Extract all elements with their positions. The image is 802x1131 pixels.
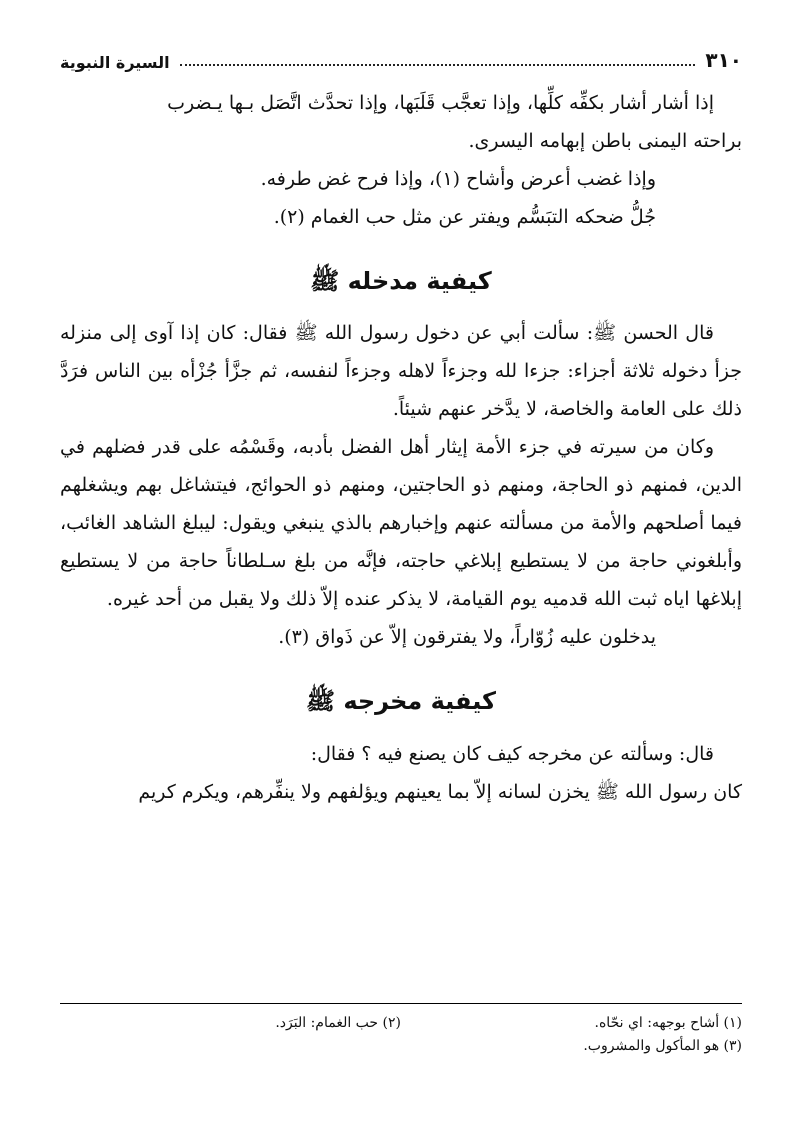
verse-line: جُلُّ ضحكه التبَسُّم ويفتر عن مثل حب الغمام (٢). <box>273 206 656 228</box>
footnote-row <box>60 1012 742 1035</box>
page-number: ٣١٠ <box>705 48 742 72</box>
section-heading: كيفية مدخله ﷺ <box>310 267 492 295</box>
paragraph: قال: وسألته عن مخرجه كيف كان يصنع فيه ؟ فقال: <box>310 742 714 765</box>
paragraph-line: إذا أشار أشار بكفِّه كلِّها، وإذا تعجَّب قَلَبَها، وإذا تحدَّث اتَّصَل بـها يـضرب <box>167 92 714 114</box>
footnote: (٢) حب الغمام: البَرَد. <box>275 1015 401 1031</box>
paragraph: وكان من سيرته في جزء الأمة إيثار أهل الفضل بأدبه، وقَسْمُه على قدر فضلهم في الدين، فمنهم ذو الحاجة، ومنهم ذو الحاجتين، ومنهم ذو الحوائج، فيتشاغل بهم ويشغلهم فيما أصلحهم والأمة من مسألته عنهم وإخبارهم بالذي ينبغي ويقول: ليبلغ الشاهد الغائب، وأبلغوني حاجة من لا يستطيع إبلاغي حاجته، فإنَّه من بلغ سـلطاناً حاجة من لا يستطيع إبلاغها اياه ثبت الله قدميه يوم القيامة، لا يذكر عنده إلاّ ذلك ولا يقبل من أحد غيره. <box>60 436 742 611</box>
footnotes <box>60 1003 742 1058</box>
paragraph: كان رسول الله ﷺ يخزن لسانه إلاّ بما يعينهم ويؤلفهم ولا ينفِّرهم، ويكرم كريم <box>138 780 742 803</box>
running-title: السيرة النبوية <box>60 53 170 72</box>
verse-line: يدخلون عليه زُوّاراً، ولا يفترقون إلاّ عن ذَواق (٣). <box>278 626 656 649</box>
footnote: (٣) هو المأكول والمشروب. <box>583 1038 742 1055</box>
page-body <box>60 84 742 811</box>
paragraph-line: براحته اليمنى باطن إبهامه اليسرى. <box>468 130 742 152</box>
section-heading: كيفية مخرجه ﷺ <box>305 687 497 716</box>
header-dotted-leader <box>180 64 696 66</box>
footnote: (١) أشاح بوجهه: اي نحّاه. <box>594 1015 742 1031</box>
verse-line: وإذا غضب أعرض وأشاح (١)، وإذا فرح غض طرفه. <box>260 168 656 190</box>
paragraph: قال الحسن ﷺ: سألت أبي عن دخول رسول الله ﷺ فقال: كان إذا آوى إلى منزله جزأ دخوله ثلاثة أجزاء: جزءا لله وجزءاً لاهله وجزءاً لنفسه، ثم جزَّأ جُزْأه بين الناس فرَدَّ ذلك على العامة والخاصة، لا يدَّخر عنهم شيئاً. <box>60 322 742 421</box>
page-header <box>60 38 742 72</box>
footnote-row <box>60 1035 742 1058</box>
